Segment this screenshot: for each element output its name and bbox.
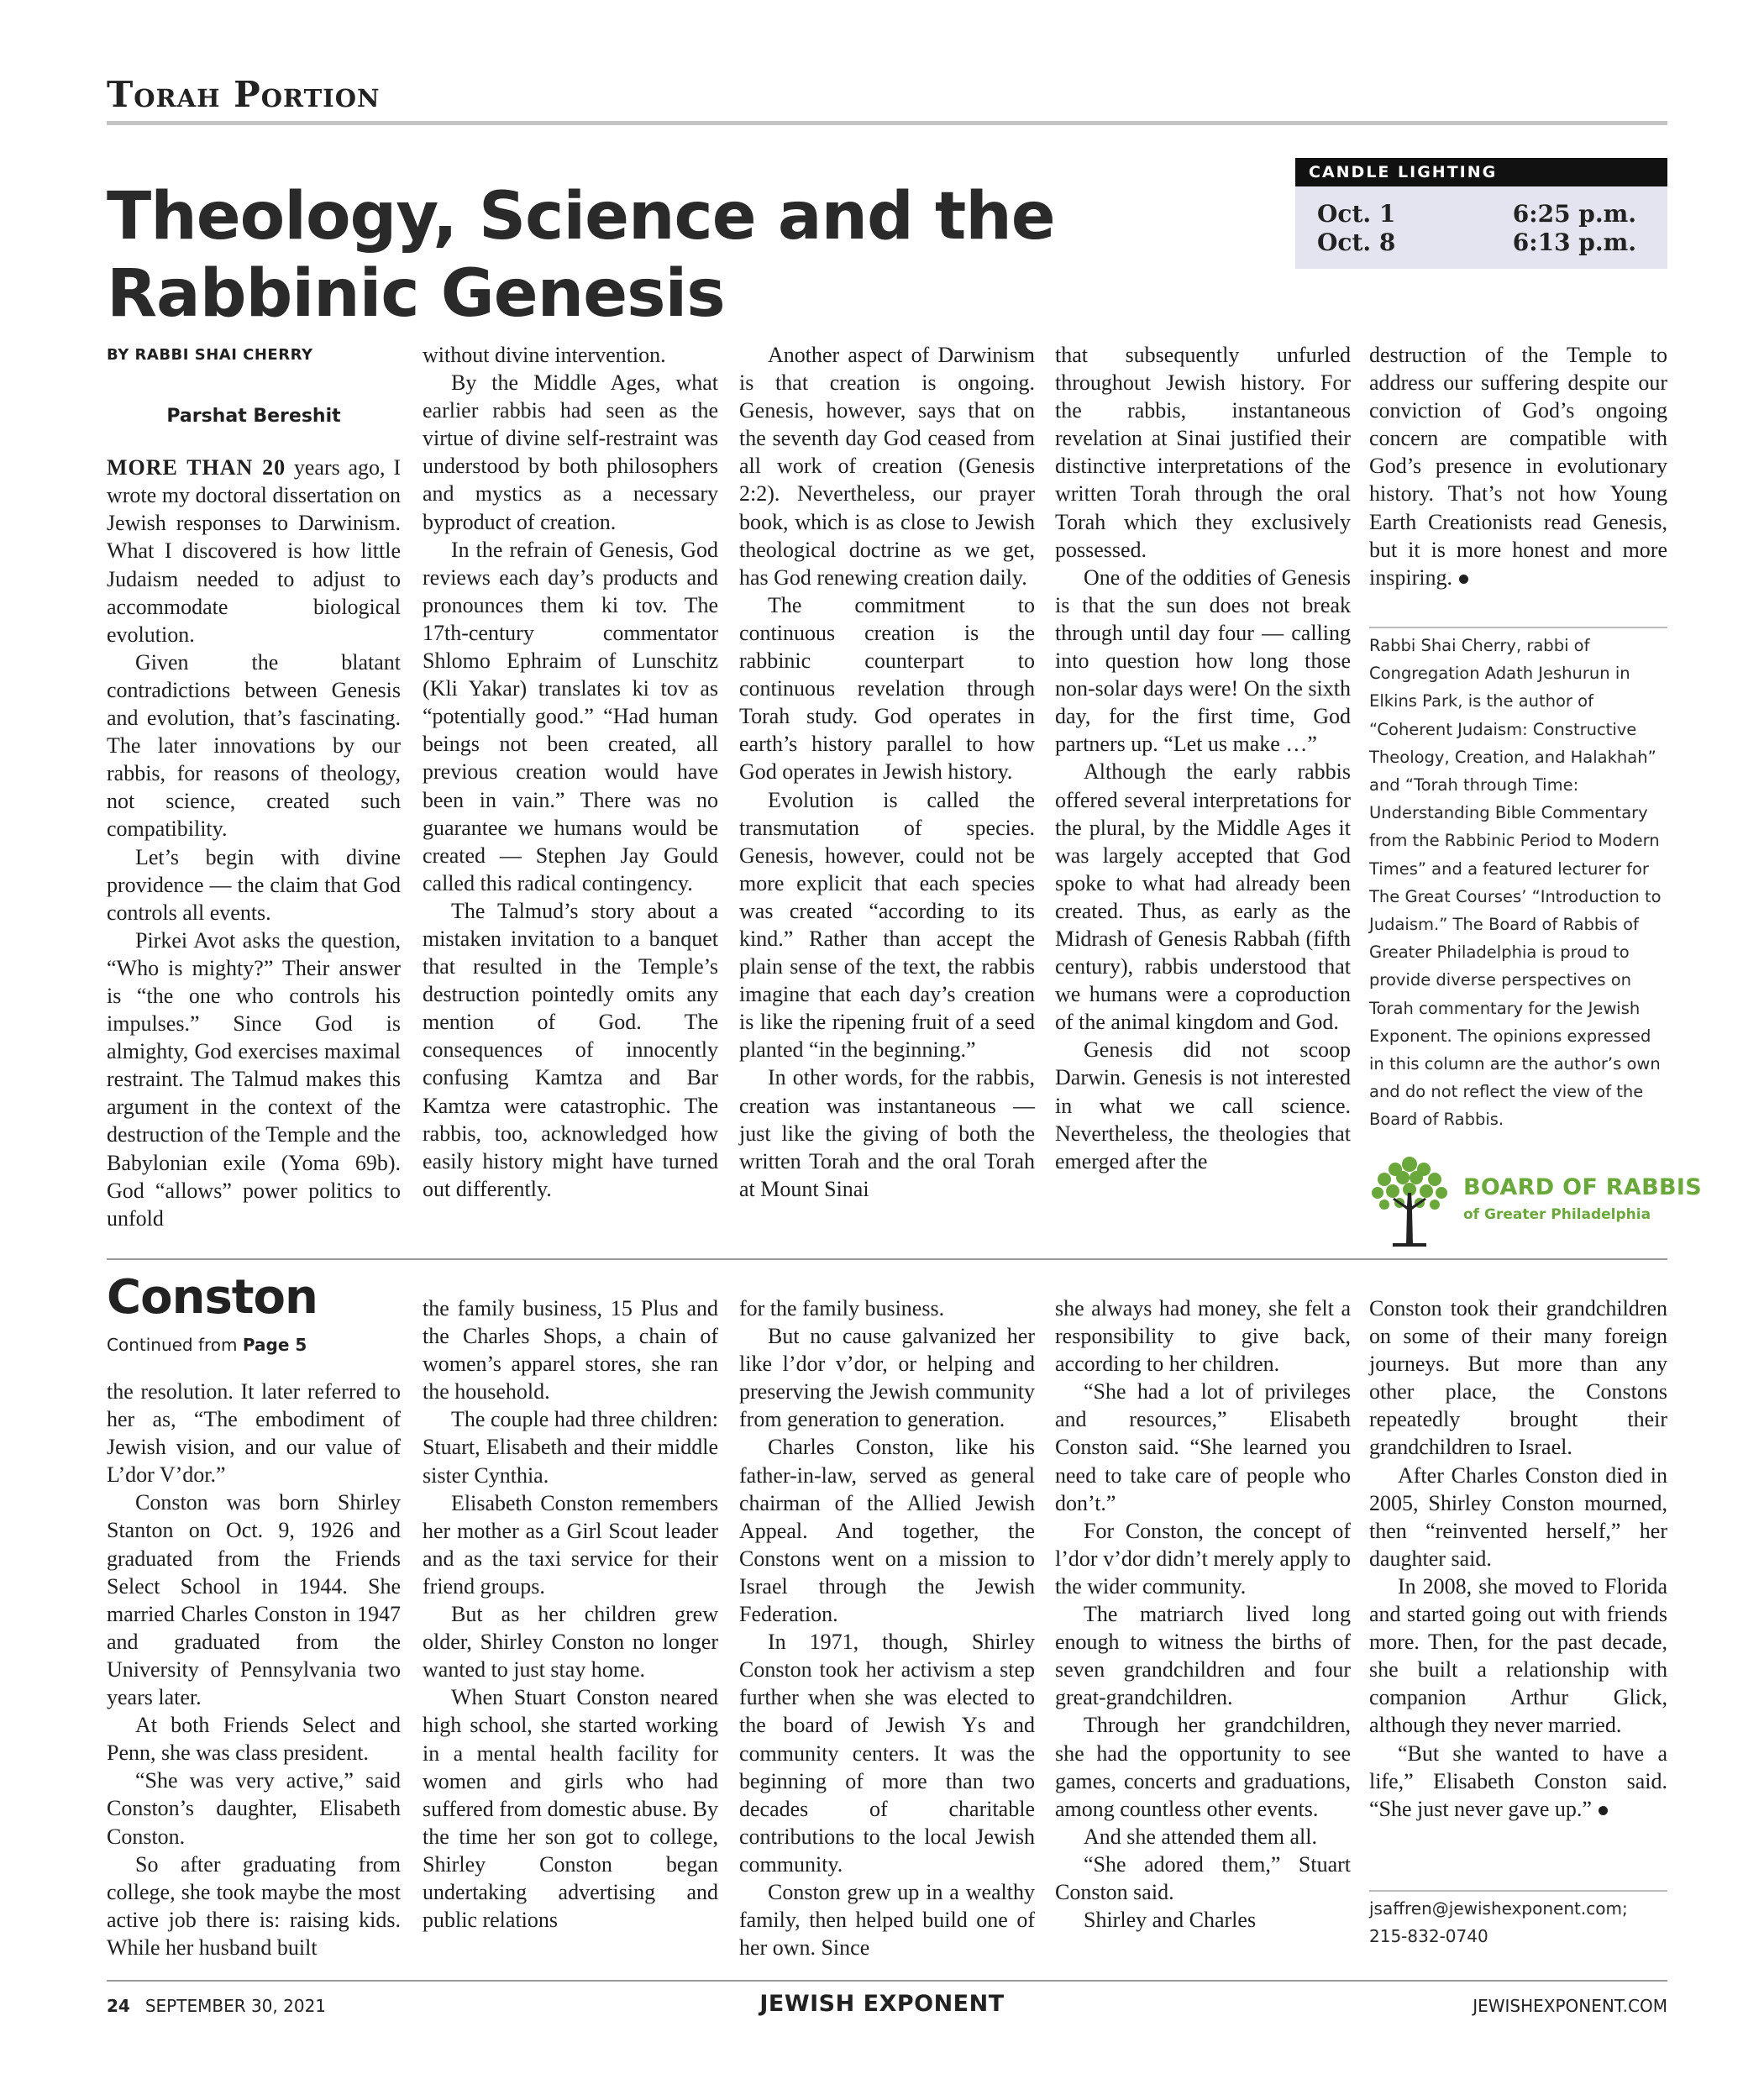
paragraph: “She had a lot of privileges and resources,” Elisabeth Conston said. “She learned you need to take care of people who don’t.” [1055,1379,1351,1515]
candle-date: Oct. 8 [1317,228,1396,256]
candle-row-1 [1317,200,1636,228]
paragraph: Conston grew up in a wealthy family, then helped build one of her own. Since [739,1879,1035,1961]
top-divider [107,121,1667,125]
paragraph: At both Friends Select and Penn, she was class president. [107,1713,401,1766]
paragraph: Elisabeth Conston remembers her mother as a Girl Scout leader and as the taxi service for their friend groups. [423,1490,718,1599]
closing-text: destruction of the Temple to address our suffering despite our conviction of God’s ongoing concern are compatible with God’s presence in evolutionary history. That’s not how Young Earth Creationists read Genesis, but it is more honest and more inspiring. [1369,343,1667,590]
conston-column-4 [1055,1294,1351,1934]
article-column-1 [107,341,401,1232]
closing-text: “But she wanted to have a life,” Elisabeth Conston said. “She just never gave up.” [1369,1740,1667,1821]
footer-divider [107,1980,1667,1982]
paragraph [1369,341,1667,591]
article-column-4 [1055,341,1351,1175]
end-mark-icon [1599,1806,1608,1815]
paragraph [1369,1740,1667,1823]
conston-column-5 [1369,1294,1667,1823]
paragraph: Genesis did not scoop Darwin. Genesis is not interested in what we call science. Nevertheless, the theologies that emerged after the [1055,1037,1351,1173]
lead-paragraph [107,454,401,648]
candle-time: 6:13 p.m. [1512,228,1636,256]
paragraph: In 1971, though, Shirley Conston took her activism a step further when she was elected to the board of Jewish Ys and community centers. It was the beginning of more than two decades of charitable contributions to the local Jewish community. [739,1630,1035,1877]
continued-prefix: Continued from [107,1335,243,1355]
candle-lighting-box [1295,158,1667,269]
conston-column-3 [739,1294,1035,1961]
conston-column-2 [423,1294,718,1934]
headline: Theology, Science and the Rabbinic Genesis [107,179,1055,332]
paragraph: Another aspect of Darwinism is that creation is ongoing. Genesis, however, says that on the seventh day God ceased from all work of creation (Genesis 2:2). Nevertheless, our prayer book, which is as close to Jewish theological doctrine as we get, has God renewing creation daily. [739,343,1035,590]
paragraph: Through her grandchildren, she had the opportunity to see games, concerts and graduations, among countless other events. [1055,1713,1351,1821]
publication-name: JEWISH EXPONENT [759,1991,1005,2017]
conston-headline: Conston [107,1270,318,1325]
paragraph: After Charles Conston died in 2005, Shirley Conston mourned, then “reinvented herself,” her daughter said. [1369,1462,1667,1571]
paragraph: And she attended them all. [1084,1824,1317,1849]
article-column-3 [739,341,1035,1203]
section-title: Torah Portion [107,74,381,115]
issue-date: SEPTEMBER 30, 2021 [144,1996,327,2016]
paragraph: One of the oddities of Genesis is that the sun does not break through until day four — calling into question how long those non-solar days were! On the sixth day, for the first time, God partners up. “Let us make …” [1055,564,1351,757]
contact-divider [1369,1890,1667,1892]
contact-phone: 215-832-0740 [1369,1926,1488,1946]
paragraph: In the refrain of Genesis, God reviews each day’s products and pronounces them ki tov. The 17th-century commentator Shlomo Ephraim of Lunschitz (Kli Yakar) translates ki tov as “potentially good.” “Had human beings not been created, all previous creation would have been in vain.” There was no guarantee we humans would be created — Stephen Jay Gould called this radical contingency. [423,537,718,895]
paragraph: The commitment to continuous creation is the rabbinic counterpart to continuous revelation through Torah study. God operates in earth’s history parallel to how God operates in Jewish history. [739,592,1035,785]
candle-row-2 [1317,228,1636,256]
paragraph: Shirley and Charles [1084,1908,1257,1933]
bio-divider [1369,627,1667,628]
paragraph: Evolution is called the transmutation of species. Genesis, however, could not be more explicit that each species was created “according to its kind.” Rather than accept the plain sense of the text, the rabbis imagine that each day’s creation is like the ripening fruit of a seed planted “in the beginning.” [739,787,1035,1063]
paragraph: For Conston, the concept of l’dor v’dor didn’t merely apply to the wider community. [1055,1518,1351,1599]
board-of-rabbis-logo-subtitle: of Greater Philadelphia [1463,1206,1651,1223]
author-contact [1369,1895,1667,1950]
continued-from [107,1335,307,1355]
paragraph: “She was very active,” said Conston’s daughter, Elisabeth Conston. [107,1768,401,1849]
paragraph: But no cause galvanized her like l’dor v’dor, or helping and preserving the Jewish community from generation to generation. [739,1324,1035,1432]
paragraph: Conston was born Shirley Stanton on Oct. 9, 1926 and graduated from the Friends Select School in 1944. She married Charles Conston in 1947 and graduated from the University of Pennsylvania two years later. [107,1490,401,1710]
paragraph: The matriarch lived long enough to witness the births of seven grandchildren and four great-grandchildren. [1055,1602,1351,1710]
paragraph: without divine intervention. [423,343,666,367]
paragraph: Although the early rabbis offered several interpretations for the plural, by the Middle Ages it was largely accepted that God spoke to what had already been created. Thus, as early as the Midrash of Genesis Rabbah (fifth century), rabbis understood that we humans were a coproduction of the animal kingdom and God. [1055,759,1351,1035]
paragraph: Conston took their grandchildren on some of their many foreign journeys. But more than any other place, the Constons repeatedly brought their grandchildren to Israel. [1369,1296,1667,1460]
paragraph: So after graduating from college, she took maybe the most active job there is: raising kids. While her husband built [107,1851,401,1960]
website: JEWISHEXPONENT.COM [1473,1996,1667,2016]
candle-time: 6:25 p.m. [1512,200,1636,228]
parsha-name: Parshat Bereshit [166,406,341,428]
paragraph: In 2008, she moved to Florida and started going out with friends more. Then, for the past decade, she built a relationship with companion Arthur Glick, although they never married. [1369,1573,1667,1738]
byline: BY RABBI SHAI CHERRY [107,346,313,364]
paragraph: Let’s begin with divine providence — the claim that God controls all events. [107,844,401,925]
paragraph: Charles Conston, like his father-in-law, served as general chairman of the Allied Jewish Appeal. And together, the Constons went on a mission to Israel through the Jewish Federation. [739,1435,1035,1627]
paragraph: By the Middle Ages, what earlier rabbis had seen as the virtue of divine self-restraint was understood by both philosophers and mystics as a necessary byproduct of creation. [423,370,718,534]
paragraph: that subsequently unfurled throughout Jewish history. For the rabbis, instantaneous revelation at Sinai justified their distinctive interpretations of the written Torah through the oral Torah which they exclusively possessed. [1055,343,1351,562]
board-of-rabbis-logo-title: BOARD OF RABBIS [1463,1174,1702,1200]
author-bio: Rabbi Shai Cherry, rabbi of Congregation Adath Jeshurun in Elkins Park, is the author of “Coherent Judaism: Constructive Theology, Creation, and Halakhah” and “Torah through Time: Understanding Bible Commentary from the Rabbinic Period to Modern Times” and a featured lecturer for The Great Courses’ “Introduction to Judaism.” The Board of Rabbis of Greater Philadelphia is proud to provide diverse perspectives on Torah commentary for the Jewish Exponent. The opinions expressed in this column are the author’s own and do not reflect the view of the Board of Rabbis. [1369,636,1662,1130]
article-column-2 [423,341,718,1203]
paragraph: The Talmud’s story about a mistaken invitation to a banquet that resulted in the Temple’s destruction pointedly omits any mention of God. The consequences of innocently confusing Kamtza and Bar Kamtza were catastrophic. The rabbis, too, acknowledged how easily history might have turned out differently. [423,898,718,1201]
paragraph: the family business, 15 Plus and the Charles Shops, a chain of women’s apparel stores, she ran the household. [423,1296,718,1404]
continued-page: Page 5 [242,1335,307,1355]
paragraph: “She adored them,” Stuart Conston said. [1055,1851,1351,1904]
conston-column-1 [107,1378,401,1961]
paragraph: Pirkei Avot asks the question, “Who is mighty?” Their answer is “the one who controls his impulses.” Since God is almighty, God exercises maximal restraint. The Talmud makes this argument in the context of the destruction of the Temple and the Babylonian exile (Yoma 69b). God “allows” power politics to unfold [107,927,401,1231]
candle-lighting-label: CANDLE LIGHTING [1295,158,1667,186]
article-column-5 [1369,341,1667,591]
paragraph: In other words, for the rabbis, creation was instantaneous — just like the giving of both the written Torah and the oral Torah at Mount Sinai [739,1065,1035,1201]
paragraph: Given the blatant contradictions between Genesis and evolution, that’s fascinating. The later innovations by our rabbis, for reasons of theology, not science, created such compatibility. [107,649,401,842]
paragraph: she always had money, she felt a responsibility to give back, according to her children. [1055,1296,1351,1377]
paragraph: But as her children grew older, Shirley Conston no longer wanted to just stay home. [423,1602,718,1683]
paragraph: When Stuart Conston neared high school, she started working in a mental health facility for women and girls who had suffered from domestic abuse. By the time her son got to college, Shirley Conston began undertaking advertising and public relations [423,1685,718,1933]
page-number: 24 [107,1996,130,2016]
paragraph: The couple had three children: Stuart, Elisabeth and their middle sister Cynthia. [423,1407,718,1488]
candle-date: Oct. 1 [1317,200,1396,228]
lead-caps: MORE THAN 20 [107,455,286,480]
contact-email: jsaffren@jewishexponent.com; [1369,1898,1628,1919]
paragraph: the resolution. It later referred to her as, “The embodiment of Jewish vision, and our value of L’dor V’dor.” [107,1379,401,1488]
section-divider [107,1258,1667,1260]
end-mark-icon [1459,575,1468,584]
tree-logo-icon [1368,1151,1452,1250]
paragraph: for the family business. [739,1296,945,1320]
lead-text: years ago, I wrote my doctoral dissertation on Jewish responses to Darwinism. What I discovered is how little Judaism needed to adjust to accommodate biological evolution. [107,455,401,647]
